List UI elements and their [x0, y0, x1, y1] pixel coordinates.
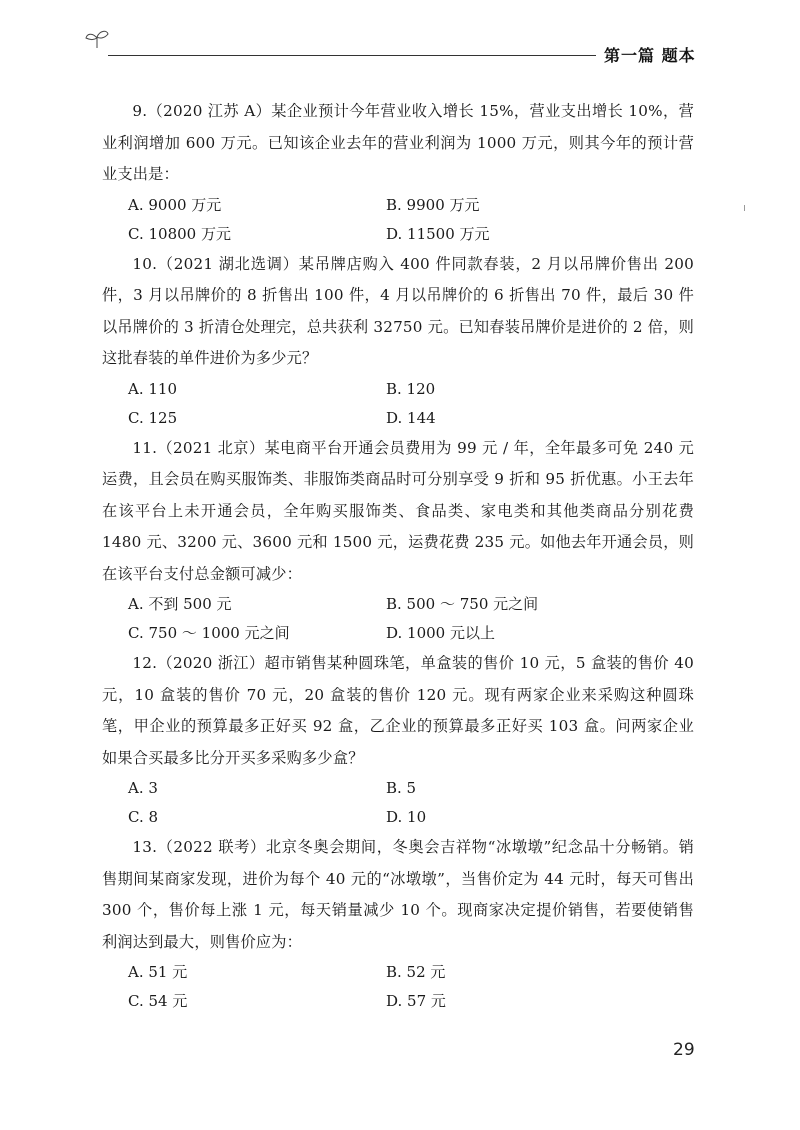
option-d: D. 1000 元以上: [386, 624, 495, 642]
option-c: C. 125: [128, 408, 178, 427]
option-a: A. 3: [128, 779, 158, 797]
option-b: B. 52 元: [386, 963, 446, 981]
option-d: D. 57 元: [386, 992, 446, 1010]
header-rule: [108, 55, 596, 56]
options: [128, 774, 694, 832]
option-b: B. 9900 万元: [386, 195, 480, 214]
option-a: A. 9000 万元: [128, 195, 222, 214]
option-c: C. 8: [128, 808, 159, 826]
option-d: D. 144: [386, 408, 436, 427]
question-12: [102, 648, 694, 832]
option-d: D. 10: [386, 808, 427, 826]
options: [128, 191, 694, 249]
options: [128, 375, 694, 433]
option-c: C. 10800 万元: [128, 224, 231, 243]
question-9: [102, 96, 694, 249]
question-text: 12.（2020 浙江）超市销售某种圆珠笔，单盒装的售价 10 元，5 盒装的售价 40 元，10 盒装的售价 70 元，20 盒装的售价 120 元。现有两家企业来采购这种圆珠笔，甲企业的预算最多正好买 92 盒，乙企业的预算最多正好买 103 盒。问两家企业如果合买最多比分开买多采购多少盒？: [102, 654, 694, 767]
option-c: C. 54 元: [128, 992, 188, 1010]
option-b: B. 120: [386, 379, 436, 398]
option-a: A. 不到 500 元: [128, 595, 232, 613]
option-a: A. 110: [128, 379, 177, 398]
page-header: [0, 0, 800, 80]
question-text: 9.（2020 江苏 A）某企业预计今年营业收入增长 15%，营业支出增长 10%，营业利润增加 600 万元。已知该企业去年的营业利润为 1000 万元，则其今年的预计营业支出是：: [102, 102, 694, 183]
option-c: C. 750 ～ 1000 元之间: [128, 624, 290, 642]
page-number: 29: [673, 1040, 695, 1060]
question-10: [102, 249, 694, 433]
sprout-icon: [84, 28, 110, 50]
question-list: [102, 96, 694, 1016]
question-13: [102, 832, 694, 1016]
section-title: 第一篇 题本: [604, 46, 696, 65]
margin-mark: [744, 205, 745, 211]
option-b: B. 500 ～ 750 元之间: [386, 595, 539, 613]
question-text: 10.（2021 湖北选调）某吊牌店购入 400 件同款春装，2 月以吊牌价售出 200 件，3 月以吊牌价的 8 折售出 100 件，4 月以吊牌价的 6 折售出 70 件，最后 30 件以吊牌价的 3 折清仓处理完，总共获利 32750 元。已知春装吊牌价是进价的 2 倍，则这批春装的单件进价为多少元？: [102, 254, 694, 367]
option-a: A. 51 元: [128, 963, 188, 981]
options: [128, 958, 694, 1016]
options: [128, 590, 694, 648]
question-11: [102, 433, 694, 649]
option-b: B. 5: [386, 779, 417, 797]
question-text: 13.（2022 联考）北京冬奥会期间，冬奥会吉祥物“冰墩墩”纪念品十分畅销。销售期间某商家发现，进价为每个 40 元的“冰墩墩”，当售价定为 44 元时，每天可售出 300 个，售价每上涨 1 元，每天销量减少 10 个。现商家决定提价销售，若要使销售利润达到最大，则售价应为：: [102, 838, 694, 951]
question-text: 11.（2021 北京）某电商平台开通会员费用为 99 元 / 年，全年最多可免 240 元运费，且会员在购买服饰类、非服饰类商品时可分别享受 9 折和 95 折优惠。小王去年在该平台上未开通会员，全年购买服饰类、食品类、家电类和其他类商品分别花费 1480 元、3200 元、3600 元和 1500 元，运费花费 235 元。如他去年开通会员，则在该平台支付总金额可减少：: [102, 438, 694, 583]
option-d: D. 11500 万元: [386, 224, 490, 243]
